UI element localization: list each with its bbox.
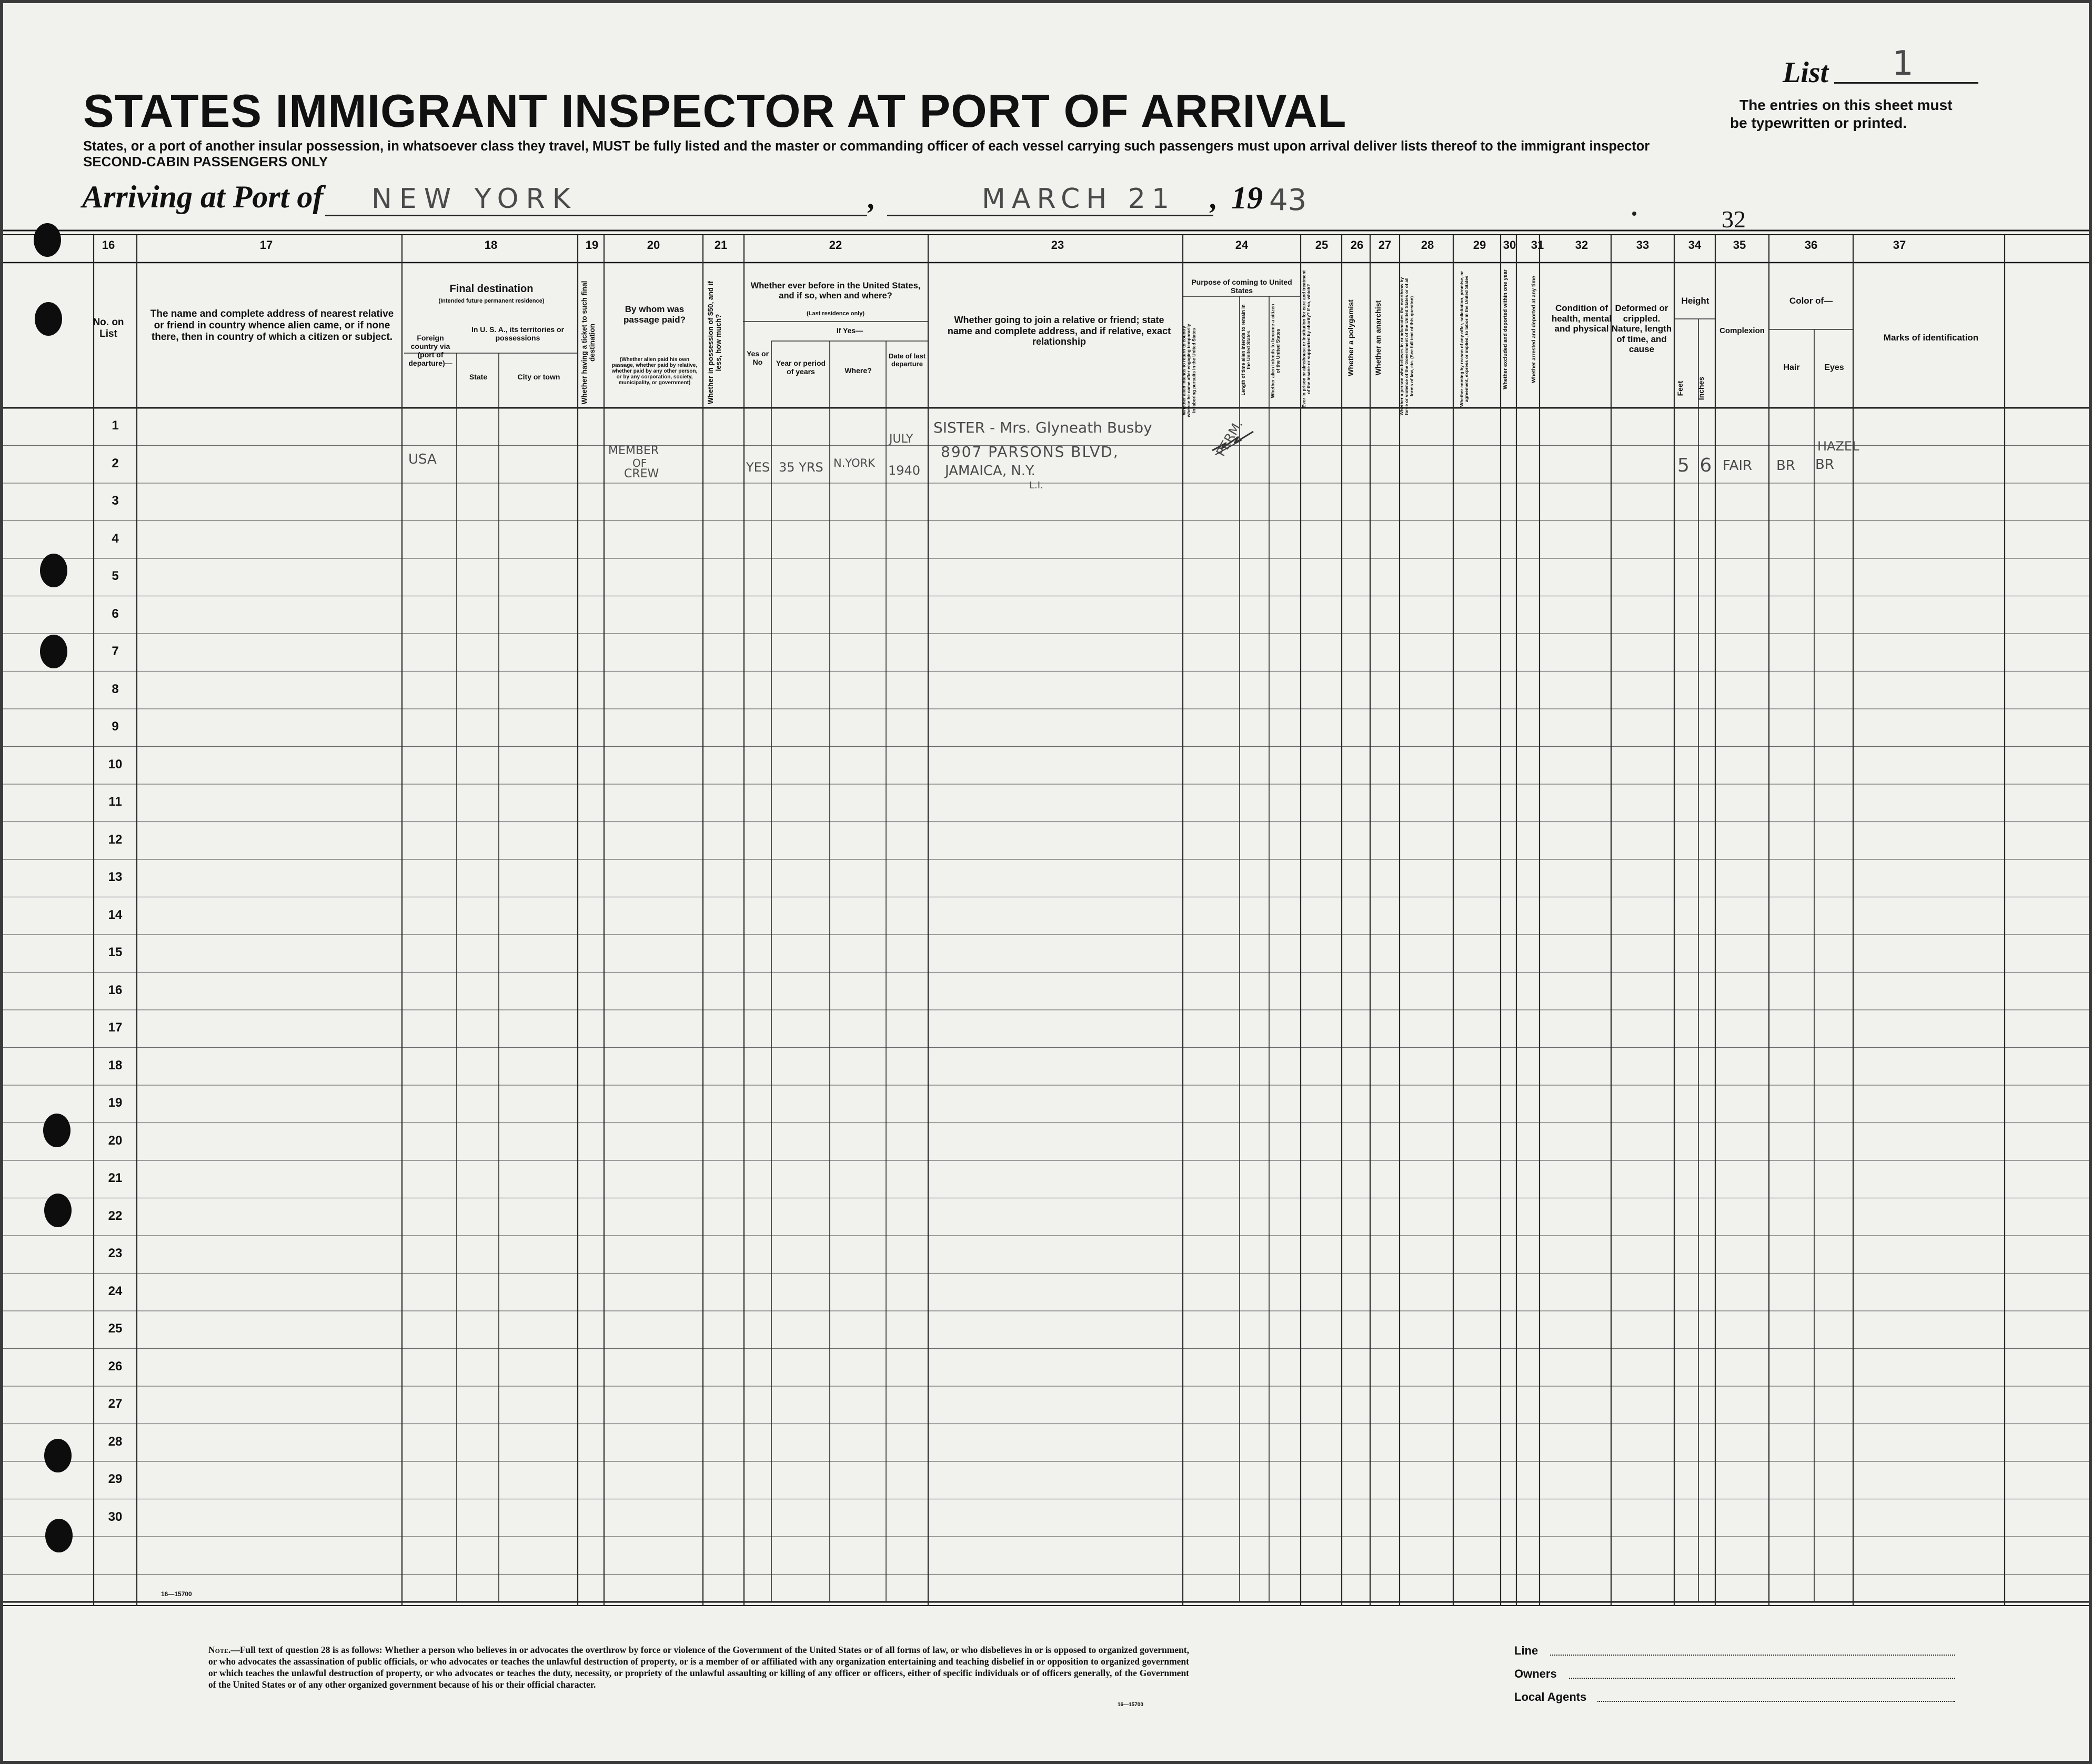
row-number-17: 17 <box>108 1020 123 1035</box>
row-number-13: 13 <box>108 870 123 884</box>
entry-eyes-2: BR <box>1815 457 1834 473</box>
hdr-anarchist: Whether an anarchist <box>1374 300 1382 376</box>
col-num-37: 37 <box>1893 238 1906 252</box>
entry-date-year: 1940 <box>888 463 921 478</box>
hdr-purpose-citizen: Whether alien intends to become a citizen of the United States <box>1270 304 1281 398</box>
entry-complexion: FAIR <box>1723 458 1753 474</box>
hdr-yes-no: Yes or No <box>746 349 769 367</box>
hdr-complexion: Complexion <box>1719 326 1765 335</box>
binder-hole <box>35 302 62 336</box>
col-num-21: 21 <box>714 238 728 252</box>
agents-field <box>1597 1701 1955 1702</box>
hdr-last-residence-note: (Last residence only) <box>806 310 865 317</box>
hdr-ever-before-us: Whether ever before in the United States, and if so, when and where? <box>750 281 921 300</box>
row-number-6: 6 <box>112 606 119 621</box>
row-number-3: 3 <box>112 494 119 508</box>
entry-paid-by-2: OF <box>632 457 647 469</box>
page-title: STATES IMMIGRANT INSPECTOR AT PORT OF ARRIVAL <box>83 85 1347 137</box>
row-number-2: 2 <box>112 456 119 470</box>
hdr-in-usa: In U. S. A., its territories or possessions <box>471 325 565 343</box>
col-num-31: 31 <box>1531 238 1544 252</box>
row-number-5: 5 <box>112 569 119 583</box>
entry-yes-no: YES <box>746 460 770 475</box>
hdr-purpose-length: Length of time alien intends to remain in the United States <box>1241 304 1251 396</box>
col-num-20: 20 <box>647 238 660 252</box>
hdr-ticket: Whether having a ticket to such final destination <box>580 280 596 405</box>
entry-eyes-1: HAZEL <box>1817 439 1859 454</box>
row-number-25: 25 <box>108 1321 123 1336</box>
typed-note-2: be typewritten or printed. <box>1730 115 1907 131</box>
entry-date-month: JULY <box>889 433 913 446</box>
owners-label: Owners <box>1514 1667 1557 1680</box>
list-number: 1 <box>1892 44 1914 83</box>
arriving-label: Arriving at Port of <box>82 179 324 214</box>
hdr-passage-paid-note: (Whether alien paid his own passage, whether paid by relative, whether paid by any other person, or by any corporation, society, municipality, or government) <box>611 357 698 386</box>
hdr-final-destination: Final destination <box>449 283 534 295</box>
line-field <box>1550 1655 1955 1656</box>
binder-hole <box>40 635 67 668</box>
col-num-36: 36 <box>1804 238 1818 252</box>
col-num-27: 27 <box>1378 238 1392 252</box>
hdr-fifty-dollars: Whether in possession of $50, and if less, how much? <box>707 280 722 405</box>
date-value: MARCH 21 <box>982 183 1176 215</box>
hdr-color-of: Color of— <box>1789 296 1833 306</box>
form-number: 16—15700 <box>161 1590 192 1598</box>
hdr-city: City or town <box>517 373 560 381</box>
typed-note-1: The entries on this sheet must <box>1739 97 1953 113</box>
hdr-passage-paid: By whom was passage paid? <box>623 304 686 325</box>
hdr-eyes: Eyes <box>1824 363 1844 372</box>
agents-label: Local Agents <box>1514 1690 1587 1703</box>
note-text: —Full text of question 28 is as follows: Whether a person who believes in or advocates the overthrow by force or violence of the Government of the United States or of all forms of law, or who disbelieves in or is opposed to organized government, or who advocates the assassination of public officials, or who advocates or teaches the unlawful destruction of property, or is a member of or affiliated with any organization entertaining and teaching disbelief in or opposition to organized government or which teaches the unlawful destruction of property, or who advocates or teaches the duty, necessity, or propriety of the unlawful assaulting or killing of any officer or officers, either of specific individuals or of officers generally, of the Government of the United States or of any other organized government because of his or their official character. <box>208 1645 1189 1690</box>
sheet-number: 32 <box>1722 206 1746 233</box>
col-num-29: 29 <box>1473 238 1486 252</box>
scribble-mark <box>1210 427 1263 459</box>
port-comma: , <box>868 183 876 215</box>
row-number-8: 8 <box>112 681 119 696</box>
row-number-22: 22 <box>108 1208 123 1223</box>
col-num-17: 17 <box>259 238 273 252</box>
row-number-26: 26 <box>108 1359 123 1374</box>
hdr-deformed: Deformed or crippled. Nature, length of time, and cause <box>1611 303 1672 355</box>
col-num-32: 32 <box>1575 238 1588 252</box>
row-number-11: 11 <box>108 795 122 809</box>
note-label: Note. <box>208 1645 231 1655</box>
entry-join-3: JAMAICA, N.Y. <box>945 463 1035 479</box>
line-label: Line <box>1514 1644 1538 1657</box>
row-number-27: 27 <box>108 1397 123 1411</box>
row-number-1: 1 <box>112 418 119 433</box>
binder-hole <box>43 1114 71 1147</box>
col-num-33: 33 <box>1636 238 1650 252</box>
entry-paid-by-3: CREW <box>624 467 659 480</box>
list-label: List <box>1783 56 1829 89</box>
row-number-30: 30 <box>108 1509 123 1524</box>
row-number-21: 21 <box>108 1171 123 1185</box>
hdr-purpose-return: Whether alien intends to return to country whence he came after engaging temporarily in laboring pursuits in the United States <box>1181 324 1196 417</box>
entry-foreign-country: USA <box>408 452 437 467</box>
col-num-16: 16 <box>102 238 115 252</box>
hdr-foreign-country: Foreign country via (port of departure)— <box>408 334 452 368</box>
class-line: SECOND-CABIN PASSENGERS ONLY <box>83 154 328 169</box>
row-number-29: 29 <box>108 1472 123 1486</box>
form-grid <box>3 3 2089 1761</box>
year-prefix: 19 <box>1231 181 1263 215</box>
hdr-prison-almshouse: Ever in prison or almshouse or institution for care and treatment of the insane or supported by charity? If so, which? <box>1301 270 1312 408</box>
row-number-15: 15 <box>108 945 123 959</box>
hdr-excluded-deported: Whether excluded and deported within one year <box>1503 269 1508 389</box>
entry-paid-by-1: MEMBER <box>608 444 659 457</box>
row-number-20: 20 <box>108 1133 123 1148</box>
row-number-19: 19 <box>108 1096 123 1110</box>
row-number-10: 10 <box>108 757 123 771</box>
binder-hole <box>44 1194 72 1227</box>
col-num-30: 30 <box>1503 238 1516 252</box>
row-number-16: 16 <box>108 983 123 997</box>
hdr-join-relative: Whether going to join a relative or friend; state name and complete address, and if relative, exact relationship <box>947 315 1171 347</box>
form-number-footer: 16—15700 <box>1118 1702 1143 1708</box>
binder-hole <box>44 1439 72 1472</box>
hdr-where: Where? <box>844 366 872 375</box>
row-number-9: 9 <box>112 719 119 734</box>
hdr-hair: Hair <box>1783 363 1800 372</box>
binder-hole <box>34 223 61 257</box>
col-num-35: 35 <box>1733 238 1746 252</box>
row-number-4: 4 <box>112 531 119 546</box>
binder-hole <box>45 1519 73 1552</box>
row-number-7: 7 <box>112 644 119 658</box>
hdr-polygamist: Whether a polygamist <box>1346 299 1355 376</box>
hdr-inches: Inches <box>1697 376 1705 400</box>
port-value: NEW YORK <box>371 183 578 215</box>
manifest-sheet <box>3 3 2089 1761</box>
col-num-34: 34 <box>1688 238 1702 252</box>
row-number-14: 14 <box>108 907 123 922</box>
hdr-feet: Feet <box>1676 380 1684 396</box>
hdr-condition-health: Condition of health, mental and physical <box>1551 303 1612 334</box>
hdr-purpose: Purpose of coming to United States <box>1191 278 1292 295</box>
col-num-19: 19 <box>585 238 599 252</box>
col-num-26: 26 <box>1350 238 1364 252</box>
entry-where: N.YORK <box>833 457 875 469</box>
row-number-18: 18 <box>108 1058 123 1073</box>
hdr-if-yes: If Yes— <box>836 326 863 335</box>
footnote-q28 <box>208 1644 1189 1690</box>
hdr-year-period: Year or period of years <box>776 359 826 376</box>
entry-height: 5 6 <box>1677 455 1714 476</box>
col-num-28: 28 <box>1421 238 1434 252</box>
entry-purpose: PERM. <box>1213 417 1246 459</box>
hdr-arrested-deported: Whether arrested and deported at any time <box>1531 276 1537 383</box>
hdr-date-last-departure: Date of last departure <box>888 352 926 368</box>
entry-join-2: 8907 PARSONS BLVD, <box>941 443 1119 460</box>
row-number-24: 24 <box>108 1284 123 1298</box>
hdr-marks-identification: Marks of identification <box>1883 333 1979 343</box>
entry-join-1: SISTER - Mrs. Glyneath Busby <box>933 419 1152 436</box>
hdr-q28-overthrow: Whether a person who believes in or advocates the overthrow by force or violence of the Government of the United States or of all forms of law, etc. (See full text of this question) <box>1399 277 1414 416</box>
hdr-state: State <box>469 373 488 381</box>
date-comma: , <box>1210 183 1218 215</box>
owners-field <box>1569 1678 1955 1679</box>
col-num-23: 23 <box>1051 238 1064 252</box>
entry-join-4: L.I. <box>1029 480 1043 491</box>
col-num-25: 25 <box>1315 238 1329 252</box>
hdr-nearest-relative: The name and complete address of nearest relative or friend in country whence alien came, or if none there, then in country of which a citizen or subject. <box>150 308 394 343</box>
row-number-12: 12 <box>108 832 123 847</box>
subtitle: States, or a port of another insular possession, in whatsoever class they travel, MUST be fully listed and the master or commanding officer of each vessel carrying such passengers must upon arrival deliver lists thereof to the immigrant inspector <box>83 139 1650 154</box>
col-num-22: 22 <box>829 238 842 252</box>
col-num-18: 18 <box>484 238 498 252</box>
hdr-no-on-list: No. on List <box>93 317 124 339</box>
entry-hair: BR <box>1776 458 1795 474</box>
binder-hole <box>40 554 67 587</box>
hdr-labor-offer: Whether coming by reason of any offer, solicitation, promise, or agreement, express or implied, to labor in the United States <box>1459 271 1470 407</box>
row-number-28: 28 <box>108 1434 123 1449</box>
row-number-23: 23 <box>108 1246 123 1260</box>
hdr-final-destination-note: (Intended future permanent residence) <box>438 298 545 304</box>
col-num-24: 24 <box>1235 238 1249 252</box>
hdr-height: Height <box>1681 296 1709 306</box>
year-suffix: 43 <box>1269 183 1307 217</box>
entry-years: 35 YRS <box>779 460 823 475</box>
